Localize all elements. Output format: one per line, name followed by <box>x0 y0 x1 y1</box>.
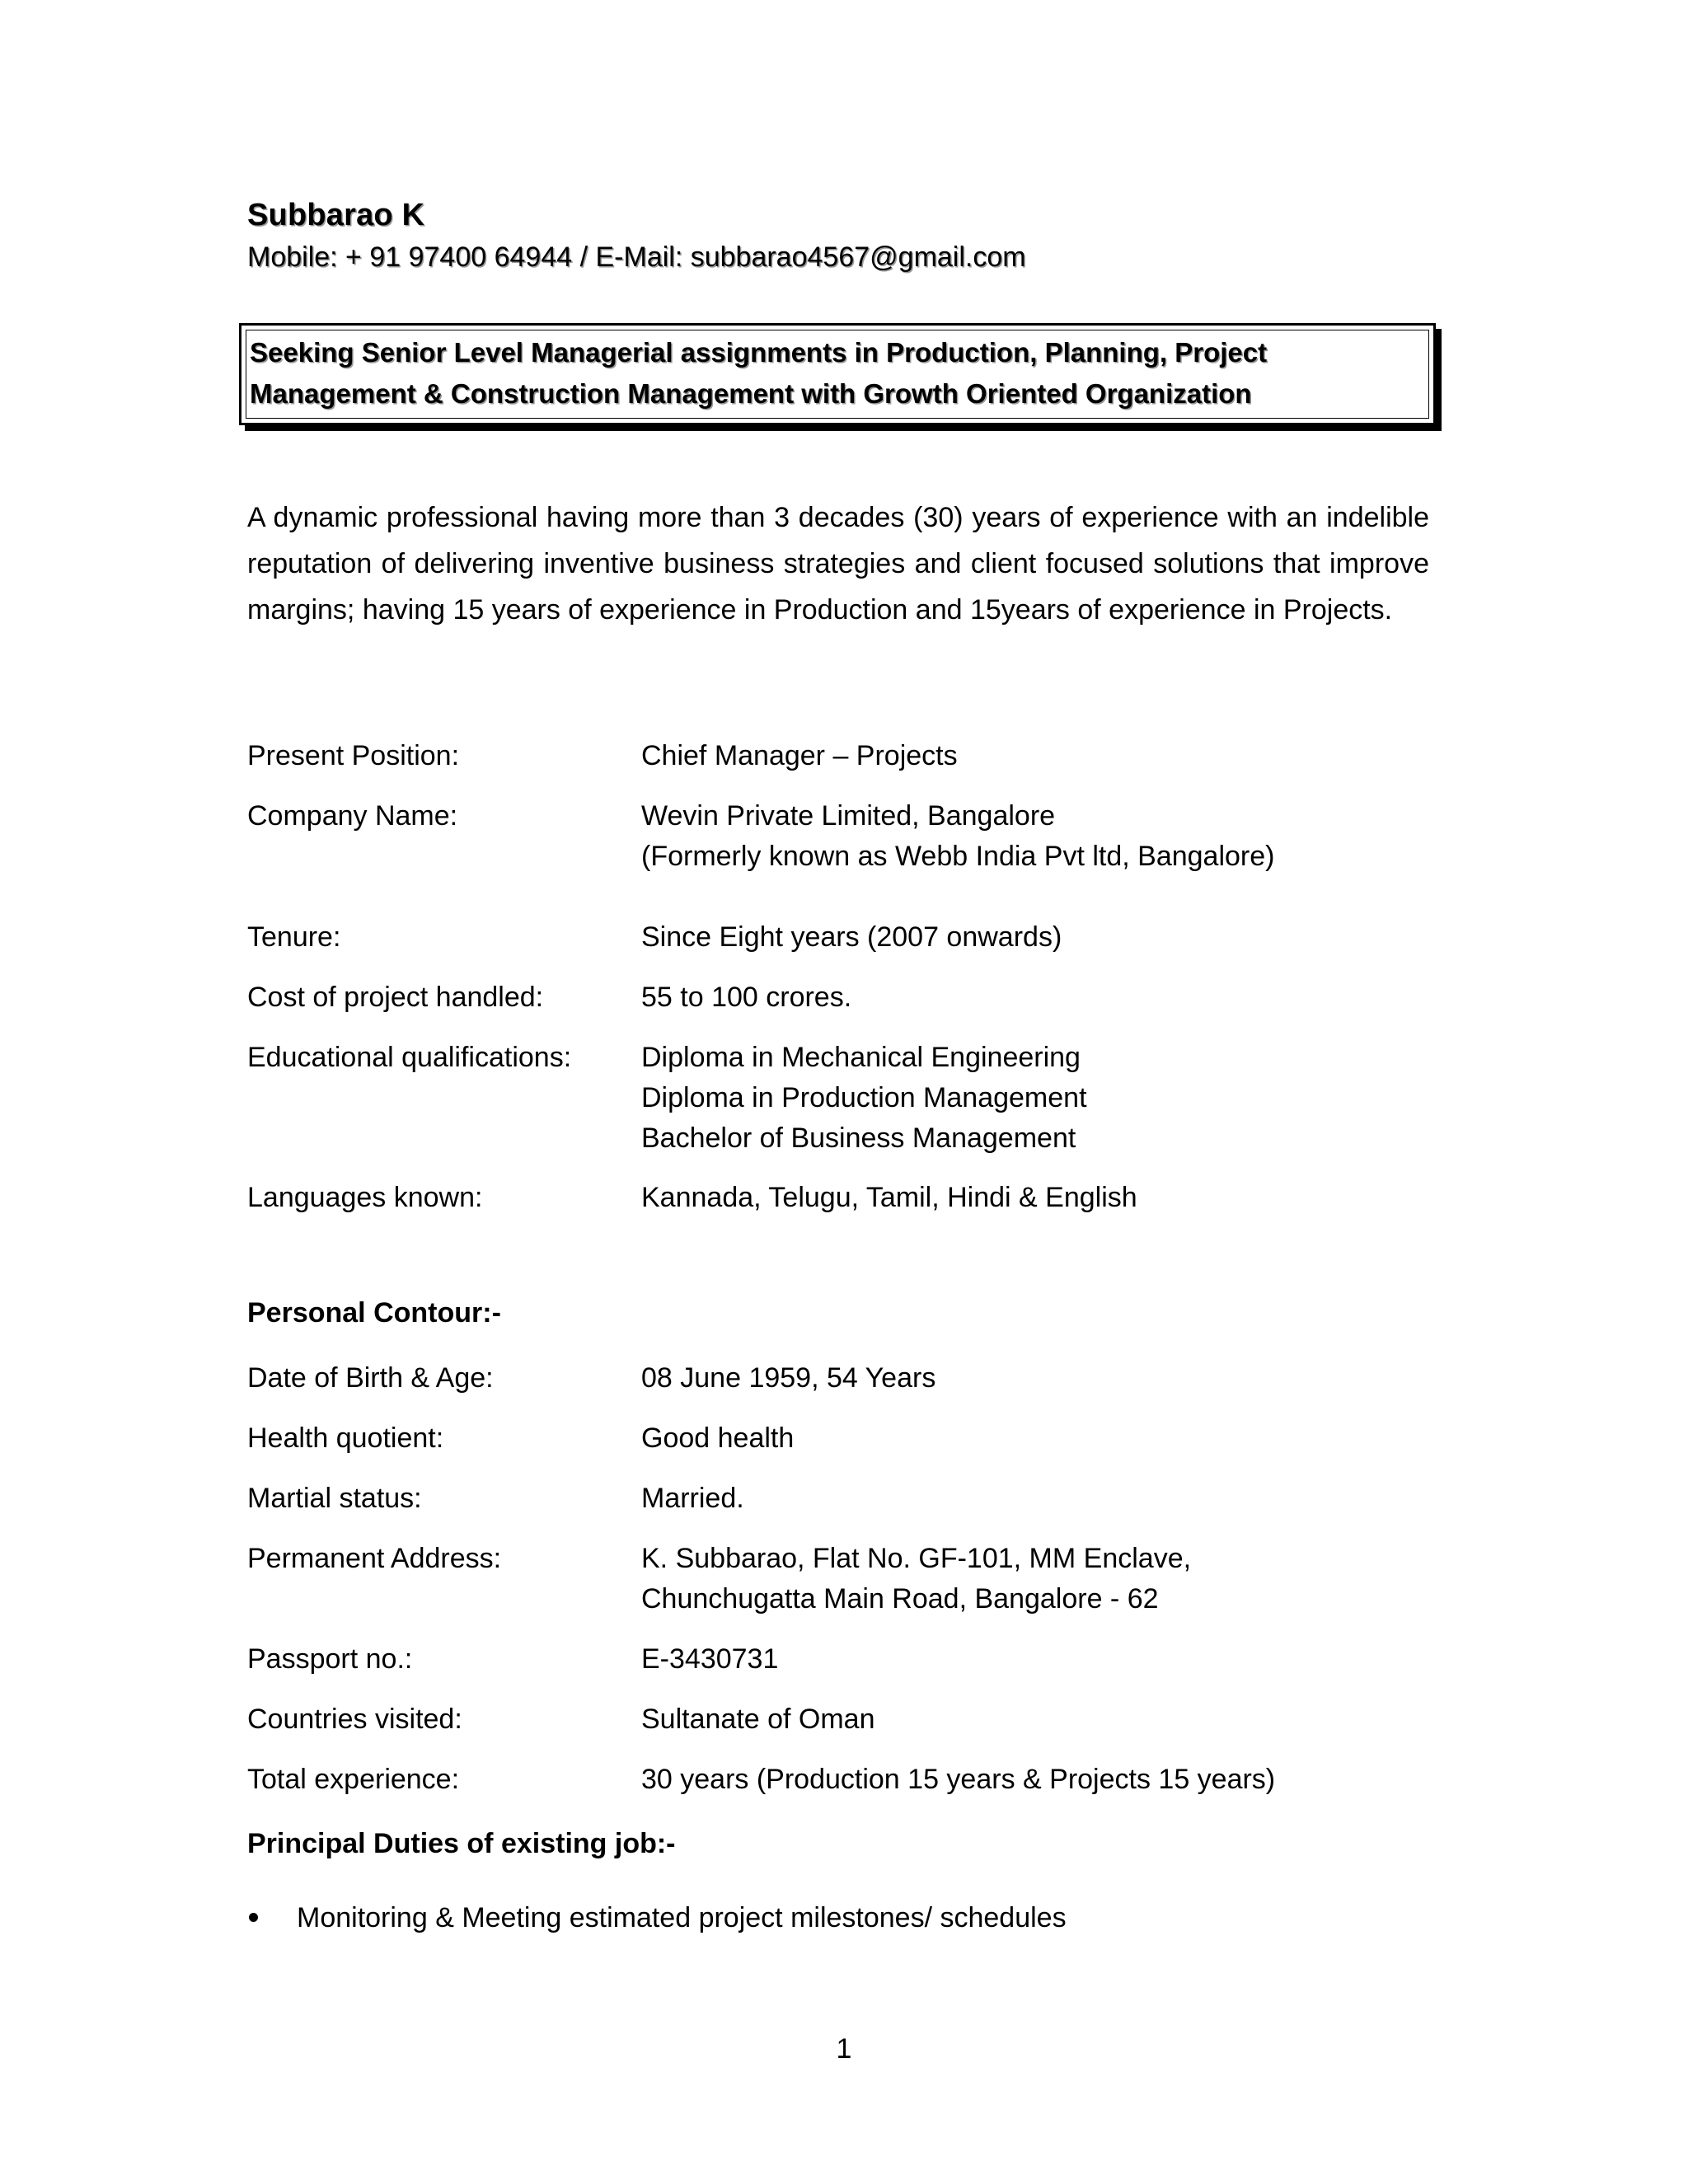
objective-box <box>239 323 1436 425</box>
duty-text: Monitoring & Meeting estimated project milestones/ schedules <box>297 1902 1067 1933</box>
field-label: Educational qualifications: <box>247 1042 572 1073</box>
field-label: Total experience: <box>247 1764 460 1795</box>
personal-row-address <box>247 1539 1191 1619</box>
field-value: Good health <box>641 1422 795 1454</box>
field-value: Diploma in Mechanical Engineering Diploma in Production Management Bachelor of Business Management <box>641 1042 1087 1154</box>
profile-row-cost-of-project <box>247 977 851 1018</box>
field-label: Cost of project handled: <box>247 982 544 1013</box>
profile-row-education <box>247 1038 1087 1159</box>
field-label: Languages known: <box>247 1182 483 1213</box>
bullet-icon <box>249 1913 258 1922</box>
field-value: 30 years (Production 15 years & Projects 15 years) <box>641 1764 1276 1795</box>
field-value: Wevin Private Limited, Bangalore (Formerly known as Webb India Pvt ltd, Bangalore) <box>641 800 1275 872</box>
field-label: Date of Birth & Age: <box>247 1362 494 1394</box>
profile-row-tenure <box>247 917 1062 958</box>
professional-summary: A dynamic professional having more than 3 decades (30) years of experience with an indelible reputation of delivering inventive business strategies and client focused solutions that improve margins; having 15 years of experience in Production and 15years of experience in Projects. <box>247 502 1429 626</box>
field-label: Passport no.: <box>247 1643 413 1675</box>
objective-line: Seeking Senior Level Managerial assignments in Production, Planning, Project <box>250 337 1268 368</box>
personal-contour-heading: Personal Contour:- <box>247 1297 501 1329</box>
field-value: Since Eight years (2007 onwards) <box>641 921 1062 953</box>
profile-row-present-position <box>247 736 958 776</box>
field-value: Kannada, Telugu, Tamil, Hindi & English <box>641 1182 1137 1213</box>
personal-row-dob <box>247 1358 935 1399</box>
profile-row-languages <box>247 1178 1137 1218</box>
field-label: Permanent Address: <box>247 1543 502 1574</box>
personal-row-total-experience <box>247 1760 1275 1800</box>
personal-row-marital-status <box>247 1479 744 1519</box>
personal-row-countries <box>247 1699 875 1740</box>
personal-row-health <box>247 1418 794 1459</box>
field-label: Tenure: <box>247 921 341 953</box>
field-label: Company Name: <box>247 800 458 832</box>
field-value: Sultanate of Oman <box>641 1704 875 1735</box>
field-value: 55 to 100 crores. <box>641 982 852 1013</box>
candidate-name: Subbarao K <box>247 198 425 232</box>
field-value: 08 June 1959, 54 Years <box>641 1362 936 1394</box>
field-value: Chief Manager – Projects <box>641 740 958 771</box>
field-value: E-3430731 <box>641 1643 779 1675</box>
objective-line: Management & Construction Management with Growth Oriented Organization <box>250 378 1252 409</box>
field-value: K. Subbarao, Flat No. GF-101, MM Enclave, Chunchugatta Main Road, Bangalore - 62 <box>641 1543 1192 1615</box>
field-label: Countries visited: <box>247 1704 462 1735</box>
duty-list-item <box>247 1902 1067 1934</box>
principal-duties-heading: Principal Duties of existing job:- <box>247 1828 676 1859</box>
contact-line: Mobile: + 91 97400 64944 / E-Mail: subbarao4567@gmail.com <box>247 241 1026 273</box>
profile-row-company-name <box>247 796 1275 877</box>
page-number: 1 <box>836 2033 852 2064</box>
objective-text <box>250 332 1425 415</box>
field-label: Health quotient: <box>247 1422 444 1454</box>
field-label: Present Position: <box>247 740 460 771</box>
personal-row-passport <box>247 1639 778 1680</box>
field-value: Married. <box>641 1483 744 1514</box>
field-label: Martial status: <box>247 1483 422 1514</box>
